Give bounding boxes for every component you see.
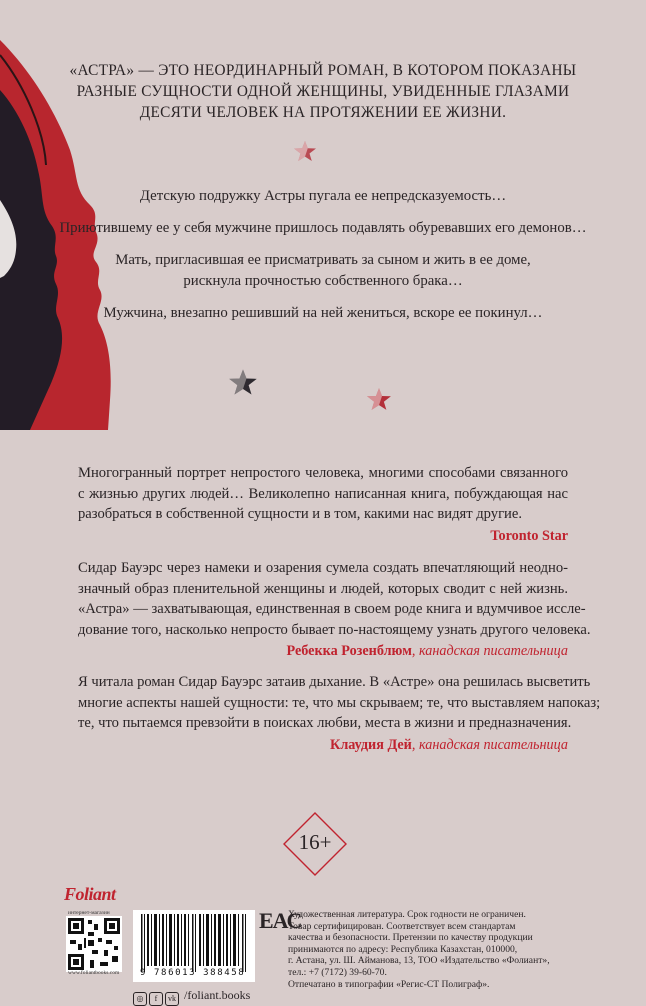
legal-line: г. Астана, ул. Ш. Айманова, 13, ТОО «Издательство «Фолиант», (288, 955, 550, 967)
teaser-line: Детскую подружку Астры пугала ее непредсказуемость… (139, 188, 507, 204)
qr-code-icon[interactable] (66, 916, 122, 972)
source-description: , канадская писательница (411, 736, 568, 753)
quote-line: разобраться в собственной сущности и в том, какими нас видят другие. (78, 506, 522, 523)
source-name: Ребекка Розенблюм (286, 643, 412, 660)
intro-line: ДЕСЯТИ ЧЕЛОВЕК НА ПРОТЯЖЕНИИ ЕЕ ЖИЗНИ. (139, 104, 507, 121)
shop-label: интернет-магазин (68, 910, 110, 916)
star-icon (366, 387, 392, 411)
quote-line: многие аспекты нашей сущности: те, что мы скрываем; те, что выставляем напоказ; (78, 694, 601, 711)
star-icon (228, 368, 258, 396)
legal-line: тел.: +7 (7172) 39-60-70. (288, 966, 387, 978)
star-icon (293, 140, 317, 162)
quote-line: «Астра» — захватывающая, единственная в своем роде книга и вдумчивое иссле- (78, 601, 586, 618)
source-description: , канадская писательница (411, 643, 568, 660)
quote-line: значный образ пленительной женщины и людей, которых сводит с ней жизнь. (78, 580, 568, 597)
quote-source (78, 735, 568, 756)
quote-line: те, что пытаемся превзойти в поисках любви, места в жизни и предназначения. (78, 715, 572, 732)
publisher-logo: Foliant (64, 884, 116, 904)
legal-line: принимаются по адресу: Республика Казахстан, 010000, (288, 943, 518, 955)
quote-line: с жизнью других людей… Великолепно написанная книга, побуждающая нас (78, 485, 568, 502)
quote-line: Многогранный портрет непростого человека, многими способами связанного (78, 465, 568, 481)
legal-line: Товар сертифицирован. Соответствует всем стандартам (288, 920, 516, 932)
social-handle[interactable]: /foliant.books (184, 988, 251, 1002)
review-quote (78, 558, 591, 662)
intro-line: РАЗНЫЕ СУЩНОСТИ ОДНОЙ ЖЕНЩИНЫ, УВИДЕННЫЕ ГЛАЗАМИ (76, 83, 570, 100)
legal-line: Художественная литература. Срок годности не ограничен. (288, 909, 526, 920)
legal-info (288, 909, 558, 990)
quote-line: Я читала роман Сидар Бауэрс затаив дыхание. В «Астре» она решилась высветить (78, 674, 591, 690)
facebook-icon[interactable]: f (149, 992, 163, 1006)
legal-line: Отпечатано в типографии «Регис-СТ Полиграф». (288, 978, 490, 990)
review-quote (78, 463, 568, 546)
vk-icon[interactable]: vk (165, 992, 179, 1006)
source-name: Toronto Star (490, 527, 568, 544)
teaser-line: Мужчина, внезапно решивший на ней жениться, вскоре ее покинул… (103, 305, 543, 321)
teaser-line: рискнула прочностью собственного брака… (183, 273, 463, 289)
isbn-number: 9 786013 388458 (140, 968, 246, 978)
review-quote (78, 672, 601, 755)
source-name: Клаудия Дей (330, 736, 412, 753)
legal-line: качества и безопасности. Претензии по качеству продукции (288, 932, 533, 944)
intro-line: «АСТРА» — ЭТО НЕОРДИНАРНЫЙ РОМАН, В КОТОРОМ ПОКАЗАНЫ (69, 62, 577, 79)
teasers (0, 186, 646, 335)
quote-line: дование того, насколько непросто бывает по-настоящему узнать другого человека. (78, 621, 591, 638)
eac-certification-mark: ЕАС (259, 908, 302, 933)
teaser-line: Мать, пригласившая ее присматривать за сыном и жить в ее доме, (115, 252, 531, 268)
quote-line: Сидар Бауэрс через намеки и озарения сумела создать впечатляющий неодно- (78, 560, 568, 576)
quote-source (78, 526, 568, 547)
teaser-line: Приютившему ее у себя мужчине пришлось подавлять обуревавших его демонов… (59, 220, 587, 236)
shop-site: www.foliantbooks.com (68, 970, 120, 976)
age-rating: 16+ (298, 830, 332, 854)
instagram-icon[interactable]: ◎ (133, 992, 147, 1006)
quote-source (78, 641, 568, 662)
social-links (133, 988, 250, 1006)
intro-paragraph (0, 60, 646, 123)
